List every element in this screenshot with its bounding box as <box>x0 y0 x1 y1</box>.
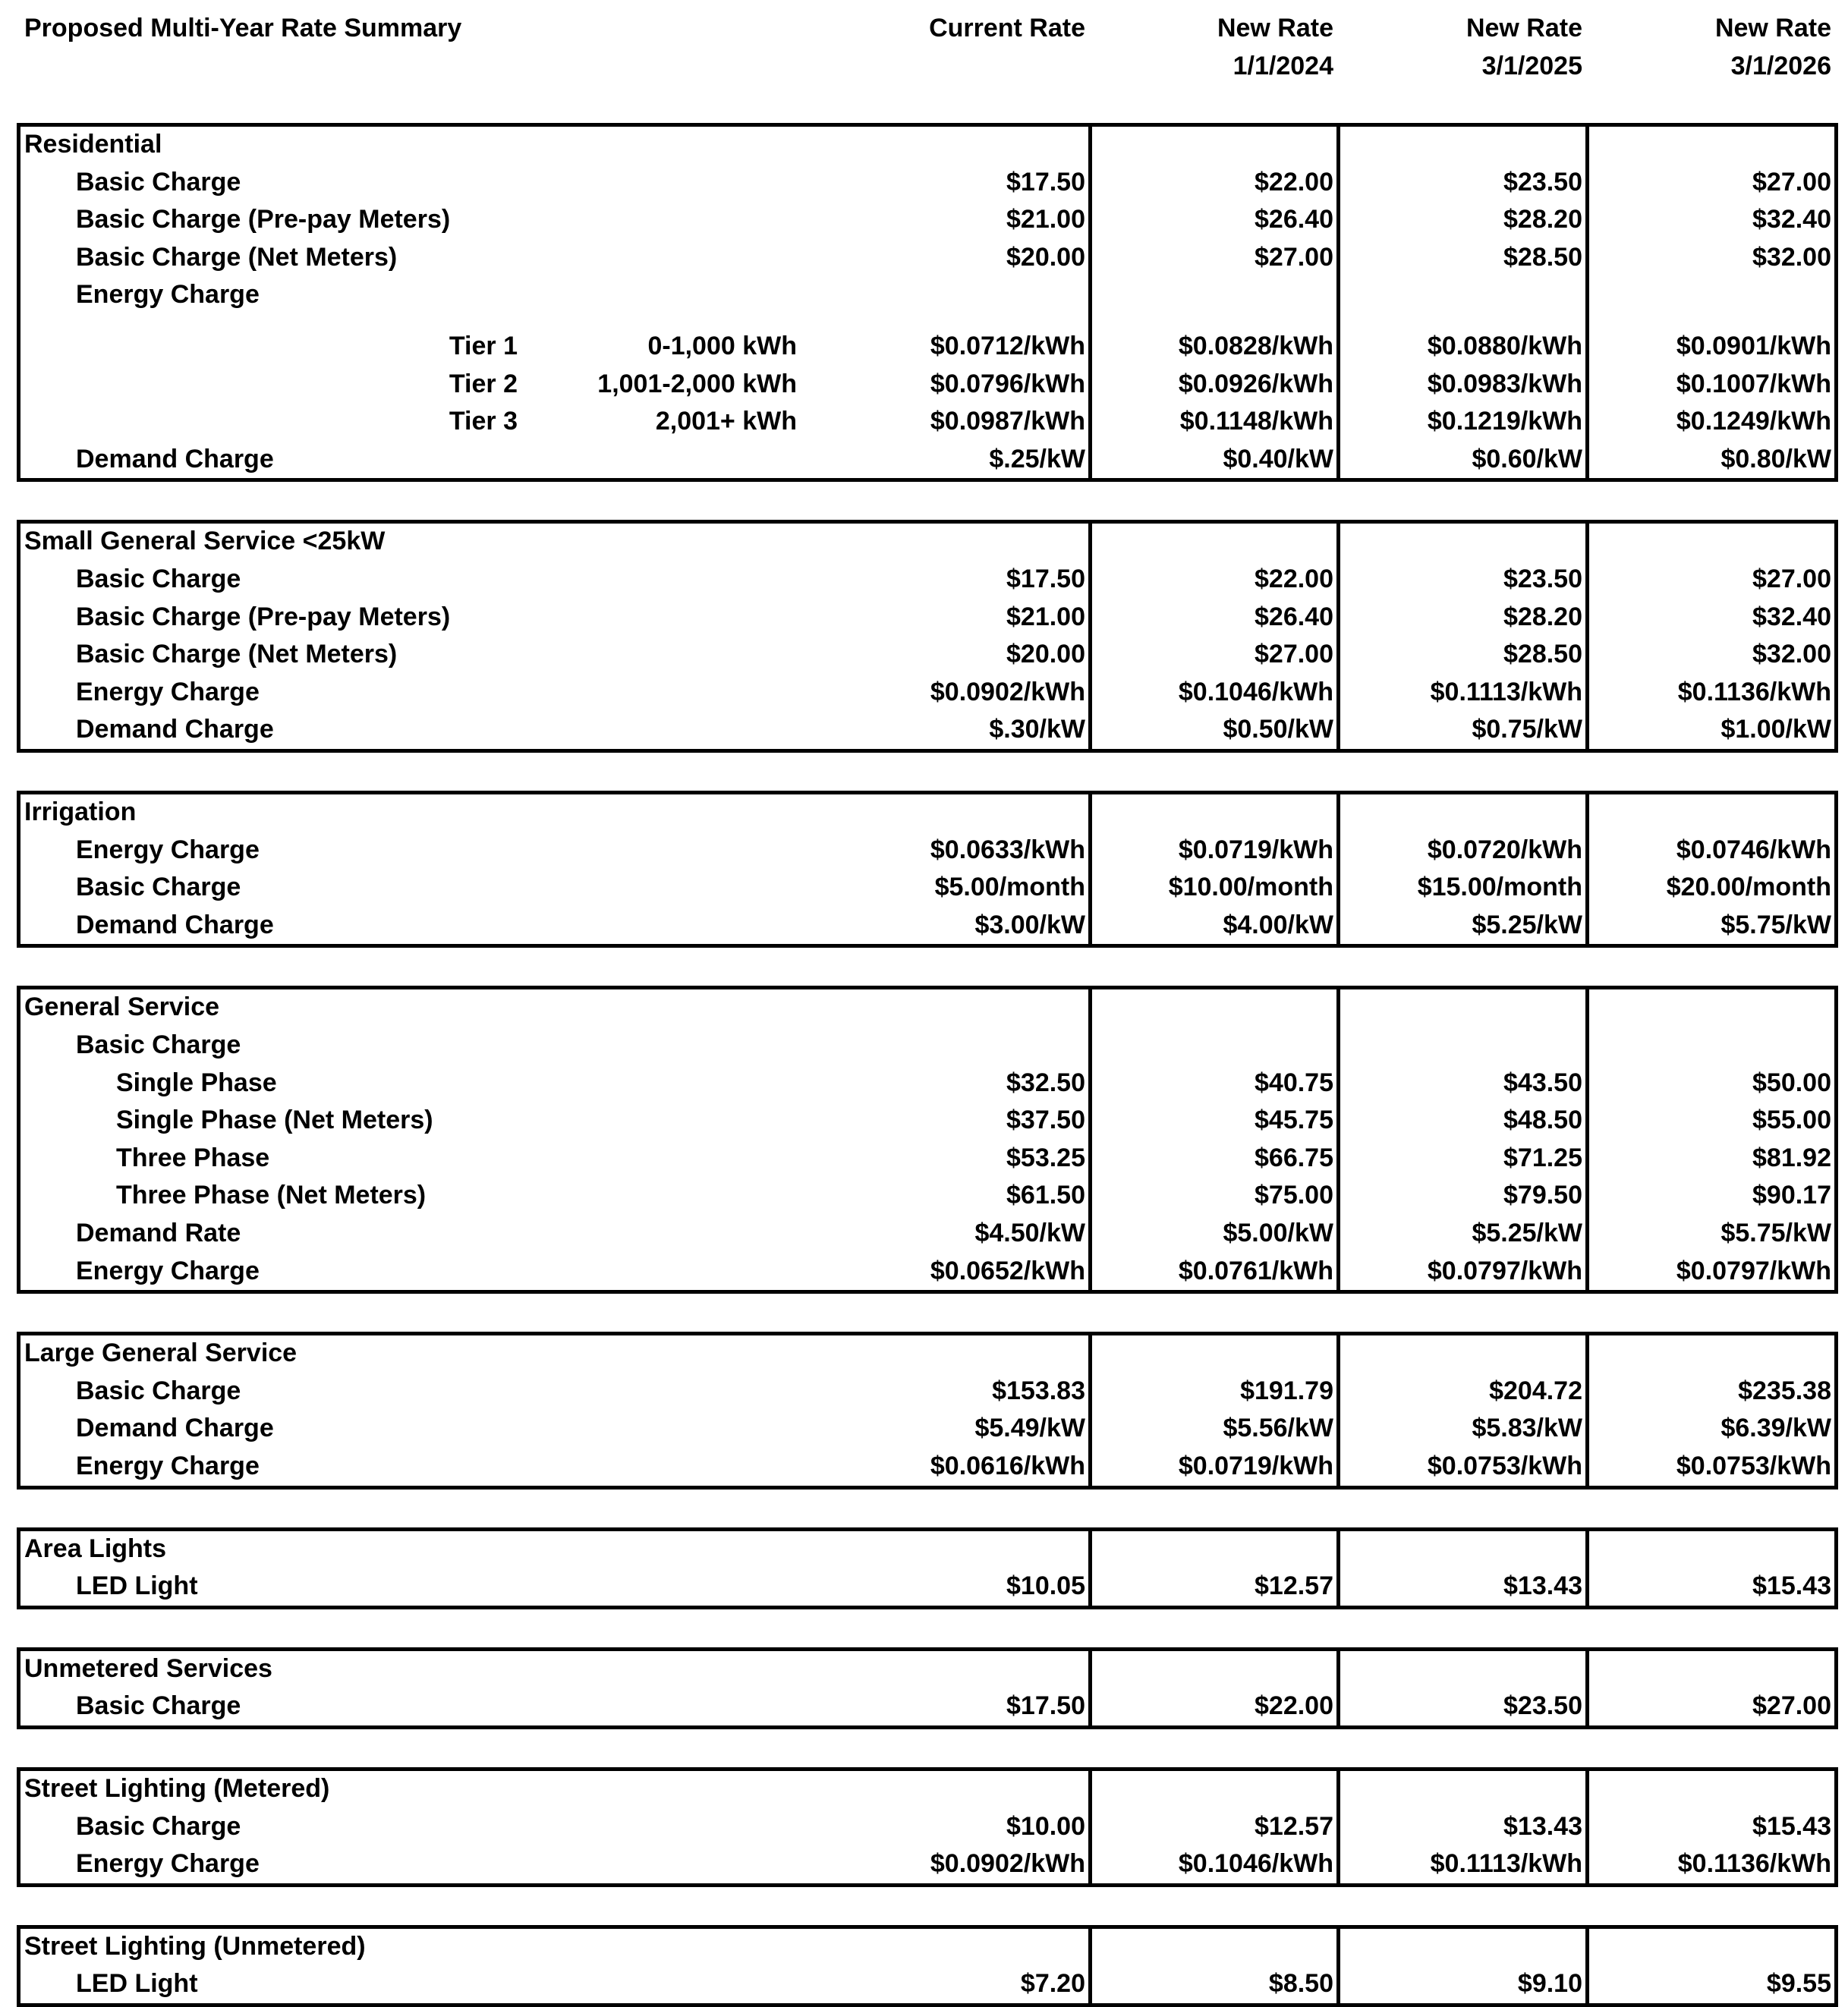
rate-value: $4.50/kW <box>974 1219 1085 1247</box>
row-label: Basic Charge <box>76 1811 241 1841</box>
section-title: Irrigation <box>24 797 137 826</box>
rate-value: $0.40/kW <box>1223 444 1333 473</box>
tier-label: Tier 3 <box>449 407 518 436</box>
row-label: Single Phase <box>116 1068 277 1097</box>
column-header-line2: 3/1/2025 <box>1481 52 1582 80</box>
rate-value: $0.1219/kWh <box>1427 407 1582 436</box>
rate-value: $13.43 <box>1503 1811 1582 1841</box>
rate-value: $20.00 <box>1006 242 1085 272</box>
rate-value: $13.43 <box>1503 1571 1582 1601</box>
column-header-line1: New Rate <box>1217 14 1333 42</box>
rate-value: $45.75 <box>1255 1106 1333 1135</box>
rate-value: $17.50 <box>1006 1691 1085 1721</box>
rate-value: $27.00 <box>1752 565 1831 593</box>
row-label: Basic Charge (Pre-pay Meters) <box>76 205 451 234</box>
rate-value: $55.00 <box>1752 1106 1831 1135</box>
rate-value: $0.1148/kWh <box>1179 407 1333 436</box>
rate-value: $28.50 <box>1503 640 1582 669</box>
section-box <box>17 986 1838 1294</box>
column-divider <box>1088 1925 1092 2007</box>
row-label: Basic Charge <box>76 1030 241 1059</box>
rate-value: $5.00/month <box>934 873 1085 902</box>
rate-value: $43.50 <box>1503 1068 1582 1097</box>
rate-value: $0.0901/kWh <box>1676 332 1831 360</box>
rate-value: $22.00 <box>1255 1691 1333 1721</box>
section-title: Area Lights <box>24 1534 167 1563</box>
row-label: Energy Charge <box>76 1452 260 1480</box>
column-divider <box>1585 123 1589 482</box>
row-label: Demand Charge <box>76 910 274 939</box>
rate-value: $20.00 <box>1006 640 1085 669</box>
rate-value: $0.60/kW <box>1472 444 1582 473</box>
column-divider <box>1585 1925 1589 2007</box>
row-label: Basic Charge <box>76 167 241 197</box>
column-divider <box>1336 1925 1340 2007</box>
rate-value: $17.50 <box>1006 565 1085 593</box>
rate-value: $10.00 <box>1006 1811 1085 1841</box>
row-label: Demand Rate <box>76 1219 241 1247</box>
rate-value: $0.0797/kWh <box>1676 1256 1831 1285</box>
rate-value: $22.00 <box>1255 565 1333 593</box>
section-box <box>17 520 1838 753</box>
column-divider <box>1336 123 1340 482</box>
rate-value: $153.83 <box>992 1376 1085 1405</box>
column-divider <box>1336 986 1340 1294</box>
rate-value: $5.75/kW <box>1720 1219 1831 1247</box>
column-divider <box>1585 1647 1589 1729</box>
column-header-line2: 1/1/2024 <box>1233 52 1333 80</box>
rate-value: $28.20 <box>1503 602 1582 631</box>
row-label: Energy Charge <box>76 677 260 706</box>
rate-value: $23.50 <box>1503 167 1582 197</box>
rate-value: $0.0652/kWh <box>930 1256 1085 1285</box>
tier-range: 2,001+ kWh <box>655 407 797 436</box>
row-label: LED Light <box>76 1969 198 1999</box>
column-divider <box>1585 520 1589 753</box>
row-label: Three Phase <box>116 1143 270 1172</box>
rate-value: $235.38 <box>1738 1376 1831 1405</box>
rate-value: $0.0987/kWh <box>930 407 1085 436</box>
rate-value: $27.00 <box>1752 1691 1831 1721</box>
rate-value: $0.0983/kWh <box>1427 369 1582 398</box>
column-divider <box>1585 1767 1589 1887</box>
rate-value: $6.39/kW <box>1720 1414 1831 1443</box>
row-label: Energy Charge <box>76 280 260 310</box>
rate-value: $5.25/kW <box>1472 1219 1582 1247</box>
rate-value: $32.00 <box>1752 242 1831 272</box>
rate-value: $12.57 <box>1255 1811 1333 1841</box>
row-label: Basic Charge (Net Meters) <box>76 640 398 669</box>
tier-range: 0-1,000 kWh <box>647 332 797 360</box>
rate-value: $204.72 <box>1489 1376 1582 1405</box>
rate-value: $0.1113/kWh <box>1430 677 1582 706</box>
rate-value: $50.00 <box>1752 1068 1831 1097</box>
rate-value: $0.0720/kWh <box>1427 835 1582 864</box>
section-box <box>17 123 1838 482</box>
row-label: LED Light <box>76 1571 198 1601</box>
column-divider <box>1088 123 1092 482</box>
section-box <box>17 1767 1838 1887</box>
row-label: Basic Charge <box>76 873 241 902</box>
rate-value: $.25/kW <box>989 444 1085 473</box>
rate-value: $0.0880/kWh <box>1427 332 1582 360</box>
rate-value: $9.55 <box>1766 1969 1831 1999</box>
rate-value: $0.1007/kWh <box>1676 369 1831 398</box>
rate-value: $0.0761/kWh <box>1178 1256 1333 1285</box>
section-title: Residential <box>24 130 162 159</box>
row-label: Demand Charge <box>76 444 274 473</box>
rate-value: $66.75 <box>1255 1143 1333 1172</box>
rate-value: $0.0797/kWh <box>1427 1256 1582 1285</box>
column-header-line2: 3/1/2026 <box>1730 52 1831 80</box>
rate-value: $0.80/kW <box>1720 444 1831 473</box>
rate-value: $0.1046/kWh <box>1178 1849 1333 1879</box>
rate-value: $0.0719/kWh <box>1178 1452 1333 1480</box>
rate-value: $12.57 <box>1255 1571 1333 1601</box>
tier-label: Tier 1 <box>449 332 518 360</box>
rate-value: $0.0746/kWh <box>1676 835 1831 864</box>
rate-value: $20.00/month <box>1666 873 1831 902</box>
rate-value: $26.40 <box>1255 602 1333 631</box>
column-divider <box>1336 791 1340 948</box>
section-box <box>17 1332 1838 1489</box>
rate-value: $0.0902/kWh <box>930 1849 1085 1879</box>
column-divider <box>1088 986 1092 1294</box>
column-divider <box>1585 986 1589 1294</box>
column-divider <box>1336 1767 1340 1887</box>
section-title: General Service <box>24 992 220 1022</box>
rate-value: $10.00/month <box>1168 873 1333 902</box>
rate-value: $0.0719/kWh <box>1178 835 1333 864</box>
section-box <box>17 1925 1838 2007</box>
column-header-line1: New Rate <box>1465 14 1582 42</box>
section-title: Unmetered Services <box>24 1653 272 1683</box>
rate-value: $0.0633/kWh <box>930 835 1085 864</box>
column-divider <box>1336 1332 1340 1489</box>
row-label: Three Phase (Net Meters) <box>116 1181 427 1210</box>
rate-value: $0.0902/kWh <box>930 677 1085 706</box>
rate-value: $23.50 <box>1503 1691 1582 1721</box>
column-divider <box>1088 1332 1092 1489</box>
rate-value: $10.05 <box>1006 1571 1085 1601</box>
rate-value: $5.75/kW <box>1720 910 1831 939</box>
row-label: Energy Charge <box>76 1849 260 1879</box>
rate-value: $21.00 <box>1006 602 1085 631</box>
column-divider <box>1088 1647 1092 1729</box>
rate-value: $0.0616/kWh <box>930 1452 1085 1480</box>
rate-value: $0.1113/kWh <box>1430 1849 1582 1879</box>
rate-value: $3.00/kW <box>974 910 1085 939</box>
rate-value: $32.00 <box>1752 640 1831 669</box>
column-divider <box>1088 1767 1092 1887</box>
rate-value: $0.1136/kWh <box>1677 677 1831 706</box>
rate-value: $9.10 <box>1517 1969 1582 1999</box>
column-divider <box>1088 1527 1092 1609</box>
section-title: Street Lighting (Unmetered) <box>24 1931 366 1961</box>
rate-value: $0.75/kW <box>1472 715 1582 744</box>
rate-value: $0.0926/kWh <box>1178 369 1333 398</box>
section-box <box>17 1647 1838 1729</box>
section-box <box>17 791 1838 948</box>
section-box <box>17 1527 1838 1609</box>
rate-value: $191.79 <box>1240 1376 1333 1405</box>
row-label: Energy Charge <box>76 835 260 864</box>
row-label: Basic Charge <box>76 1376 241 1405</box>
rate-value: $53.25 <box>1006 1143 1085 1172</box>
rate-value: $5.00/kW <box>1223 1219 1333 1247</box>
rate-value: $0.50/kW <box>1223 715 1333 744</box>
rate-value: $37.50 <box>1006 1106 1085 1135</box>
rate-value: $21.00 <box>1006 205 1085 234</box>
section-title: Street Lighting (Metered) <box>24 1774 330 1803</box>
rate-value: $61.50 <box>1006 1181 1085 1210</box>
rate-value: $26.40 <box>1255 205 1333 234</box>
rate-value: $8.50 <box>1268 1969 1333 1999</box>
rate-value: $27.00 <box>1752 167 1831 197</box>
rate-value: $5.25/kW <box>1472 910 1582 939</box>
rate-value: $7.20 <box>1020 1969 1085 1999</box>
rate-value: $5.56/kW <box>1223 1414 1333 1443</box>
row-label: Energy Charge <box>76 1256 260 1285</box>
rate-value: $4.00/kW <box>1223 910 1333 939</box>
row-label: Basic Charge (Net Meters) <box>76 242 398 272</box>
rate-value: $0.0753/kWh <box>1676 1452 1831 1480</box>
rate-value: $32.40 <box>1752 205 1831 234</box>
rate-value: $28.50 <box>1503 242 1582 272</box>
section-title: Small General Service <25kW <box>24 527 386 556</box>
rate-value: $48.50 <box>1503 1106 1582 1135</box>
row-label: Demand Charge <box>76 715 274 744</box>
rate-value: $0.1046/kWh <box>1178 677 1333 706</box>
rate-value: $17.50 <box>1006 167 1085 197</box>
column-divider <box>1336 1647 1340 1729</box>
rate-value: $15.00/month <box>1417 873 1582 902</box>
rate-value: $71.25 <box>1503 1143 1582 1172</box>
rate-value: $27.00 <box>1255 640 1333 669</box>
page-title: Proposed Multi-Year Rate Summary <box>24 14 462 42</box>
rate-value: $.30/kW <box>989 715 1085 744</box>
rate-value: $79.50 <box>1503 1181 1582 1210</box>
rate-value: $15.43 <box>1752 1811 1831 1841</box>
rate-value: $32.40 <box>1752 602 1831 631</box>
column-header-line1: New Rate <box>1714 14 1831 42</box>
rate-value: $40.75 <box>1255 1068 1333 1097</box>
rate-value: $0.0796/kWh <box>930 369 1085 398</box>
rate-value: $23.50 <box>1503 565 1582 593</box>
column-divider <box>1088 520 1092 753</box>
tier-label: Tier 2 <box>449 369 518 398</box>
row-label: Basic Charge (Pre-pay Meters) <box>76 602 451 631</box>
rate-value: $28.20 <box>1503 205 1582 234</box>
column-divider <box>1088 791 1092 948</box>
column-header-line1: Current Rate <box>929 14 1085 42</box>
rate-value: $0.0712/kWh <box>930 332 1085 360</box>
row-label: Single Phase (Net Meters) <box>116 1106 433 1135</box>
rate-value: $5.83/kW <box>1472 1414 1582 1443</box>
rate-value: $90.17 <box>1752 1181 1831 1210</box>
row-label: Demand Charge <box>76 1414 274 1443</box>
rate-value: $15.43 <box>1752 1571 1831 1601</box>
rate-value: $1.00/kW <box>1720 715 1831 744</box>
rate-value: $0.0753/kWh <box>1427 1452 1582 1480</box>
rate-value: $0.0828/kWh <box>1178 332 1333 360</box>
column-divider <box>1336 1527 1340 1609</box>
rate-value: $5.49/kW <box>974 1414 1085 1443</box>
tier-range: 1,001-2,000 kWh <box>597 369 797 398</box>
rate-value: $0.1136/kWh <box>1677 1849 1831 1879</box>
column-divider <box>1336 520 1340 753</box>
rate-value: $22.00 <box>1255 167 1333 197</box>
rate-value: $27.00 <box>1255 242 1333 272</box>
rate-value: $32.50 <box>1006 1068 1085 1097</box>
rate-value: $0.1249/kWh <box>1676 407 1831 436</box>
rate-value: $75.00 <box>1255 1181 1333 1210</box>
column-divider <box>1585 791 1589 948</box>
row-label: Basic Charge <box>76 565 241 593</box>
row-label: Basic Charge <box>76 1691 241 1721</box>
column-divider <box>1585 1527 1589 1609</box>
rate-value: $81.92 <box>1752 1143 1831 1172</box>
section-title: Large General Service <box>24 1339 298 1368</box>
column-divider <box>1585 1332 1589 1489</box>
